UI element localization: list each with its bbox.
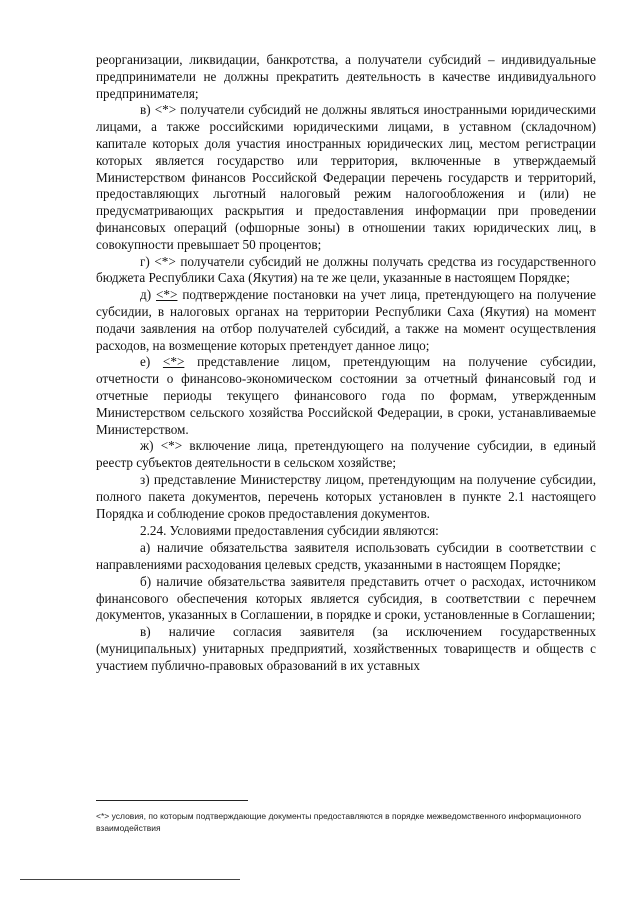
footnote-mark: <*> [154,102,177,118]
footnote-mark: <*> [155,287,178,303]
footnote-separator [96,800,248,801]
paragraph-item-g: г) <*> получатели субсидий не должны получать средства из государственного бюджета Республики Саха (Якутия) на те же цели, указанные в настоящем Порядке; [96,253,596,286]
paragraph-item-b: б) наличие обязательства заявителя представить отчет о расходах, источником финансового обеспечения которых является субсидия, в соответствии с перечнем документов, указанных в Соглашении, в порядке и сроки, установленные в Соглашении; [96,573,596,623]
footnote-mark: <*> [162,354,185,370]
paragraph-item-e: е) <*> представление лицом, претендующим на получение субсидии, отчетности о финансово-экономическом состоянии за отчетный финансовый год и отчетные периоды текущего финансового года по формам, утвержденным Министерством сельского хозяйства Российской Федерации, в сроки, устанавливаемые Министерством. [96,354,596,437]
paragraph-item-z: з) представление Министерству лицом, претендующим на получение субсидии, полного пакета документов, перечень которых установлен в пункте 2.1 настоящего Порядка и соблюдение сроков предоставления документов. [96,471,596,521]
paragraph-item-a: а) наличие обязательства заявителя использовать субсидии в соответствии с направлениями расходования целевых средств, указанными в настоящем Порядке; [96,540,596,572]
footnote-mark: <*> [160,438,183,454]
paragraph-continuation: реорганизации, ликвидации, банкротства, а получатели субсидий – индивидуальные предприниматели не должны прекратить деятельность в качестве индивидуального предпринимателя; [96,52,596,101]
page-bottom-line [20,879,240,880]
footnote-text: условия, по которым подтверждающие документы предоставляются в порядке межведомственного информационного взаимодействия [96,811,582,833]
paragraph-item-v2: в) наличие согласия заявителя (за исключением государственных (муниципальных) унитарных предприятий, хозяйственных товариществ и обществ с участием публично-правовых образований в их уставных [96,624,596,673]
footnote-mark: <*> [96,811,110,821]
paragraph-item-v: в) <*> получатели субсидий не должны являться иностранными юридическими лицами, а также российскими юридическими лицами, в уставном (складочном) капитале которых доля участия иностранных юридических лиц, местом регистрации которых является государство или территория, включенные в утверждаемый Министерством финансов Российской Федерации перечень государств и территорий, предоставляющих льготный налоговый режим налогообложения и (или) не предусматривающих раскрытия и предоставления информации при проведении финансовых операций (офшорные зоны) в отношении таких юридических лиц, в совокупности превышает 50 процентов; [96,102,596,252]
footnote [96,810,596,834]
paragraph-item-d: д) <*> подтверждение постановки на учет лица, претендующего на получение субсидии, в налоговых органах на территории Республики Саха (Якутия) на момент подачи заявления на отбор получателей субсидий, а также на момент осуществления расходов, на возмещение которых претендует данное лицо; [96,287,596,353]
section-heading-2-24: 2.24. Условиями предоставления субсидии являются: [140,523,439,539]
document-body [96,52,596,674]
footnote-mark: <*> [154,253,176,269]
paragraph-item-zh: ж) <*> включение лица, претендующего на получение субсидии, в единый реестр субъектов деятельности в сельском хозяйстве; [96,438,596,471]
